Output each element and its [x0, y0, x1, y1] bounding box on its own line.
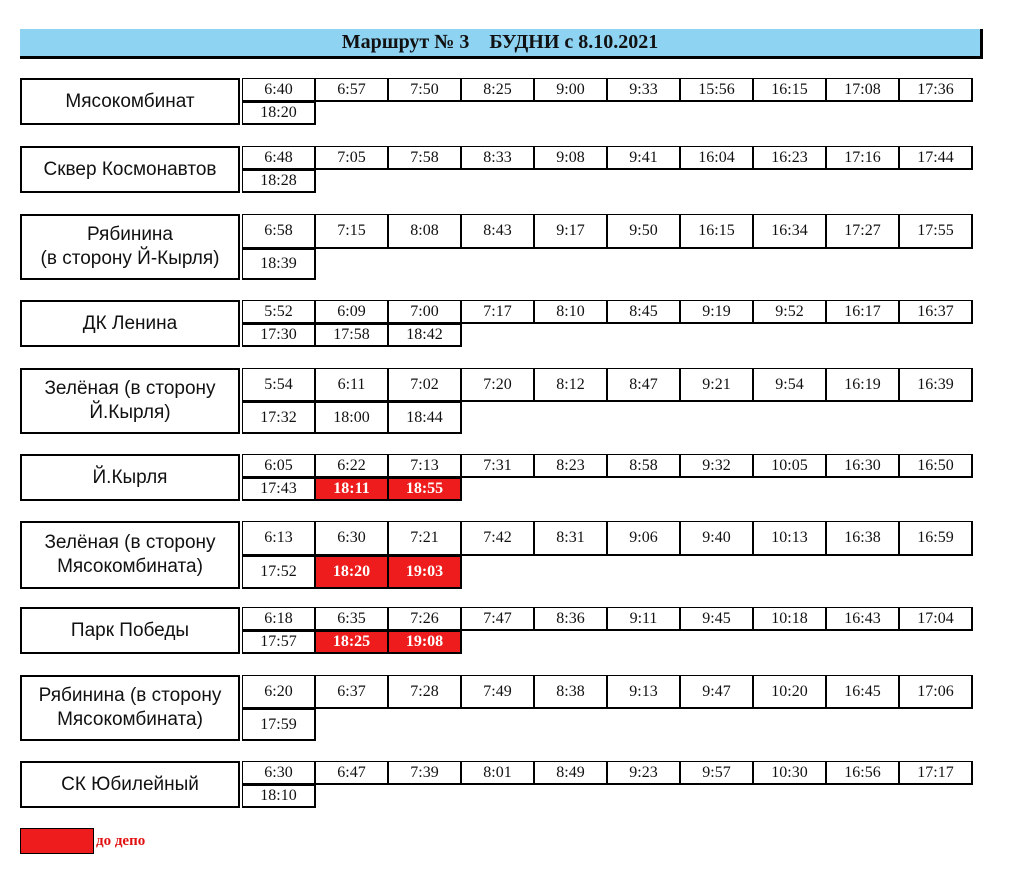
departure-time-cell: 16:15 [753, 78, 827, 102]
depot-departure-time-cell: 18:25 [315, 631, 389, 654]
departure-row-extra [242, 709, 315, 741]
departure-time-cell: 7:58 [388, 146, 462, 170]
departure-time-cell: 16:59 [899, 521, 973, 556]
departure-time-cell: 17:04 [899, 607, 973, 631]
departure-time-cell: 17:06 [899, 675, 973, 709]
departure-time-cell: 10:13 [753, 521, 827, 556]
departure-time-cell: 9:21 [680, 368, 754, 402]
departure-time-cell: 7:15 [315, 214, 389, 249]
departure-time-cell: 7:02 [388, 368, 462, 402]
depot-departure-time-cell: 18:55 [388, 478, 462, 501]
departure-time-cell: 8:31 [534, 521, 608, 556]
departure-time-cell: 17:52 [242, 556, 316, 589]
stop-name: Рябинина (в сторону Й-Кырля) [20, 214, 240, 280]
departure-time-cell: 7:39 [388, 761, 462, 785]
departure-time-cell: 9:13 [607, 675, 681, 709]
departure-time-cell: 6:37 [315, 675, 389, 709]
departure-time-cell: 6:40 [242, 78, 316, 102]
departure-time-cell: 17:27 [826, 214, 900, 249]
departure-time-cell: 7:31 [461, 454, 535, 478]
departure-time-cell: 18:39 [242, 249, 316, 280]
departure-time-cell: 10:20 [753, 675, 827, 709]
departure-time-cell: 6:35 [315, 607, 389, 631]
departure-time-cell: 16:38 [826, 521, 900, 556]
departure-time-cell: 6:48 [242, 146, 316, 170]
departure-time-cell: 16:34 [753, 214, 827, 249]
departure-row-extra [242, 631, 461, 654]
depot-departure-time-cell: 18:20 [315, 556, 389, 589]
departure-time-cell: 8:23 [534, 454, 608, 478]
departure-time-cell: 7:17 [461, 300, 535, 324]
departure-row-main [242, 675, 972, 709]
departure-time-cell: 9:54 [753, 368, 827, 402]
departure-time-cell: 6:57 [315, 78, 389, 102]
departure-row-main [242, 300, 972, 324]
departure-time-cell: 17:58 [315, 324, 389, 347]
departure-row-main [242, 454, 972, 478]
departure-time-cell: 16:39 [899, 368, 973, 402]
departure-time-cell: 9:47 [680, 675, 754, 709]
departure-time-cell: 16:17 [826, 300, 900, 324]
departure-time-cell: 9:52 [753, 300, 827, 324]
departure-time-cell: 7:13 [388, 454, 462, 478]
departure-time-cell: 9:19 [680, 300, 754, 324]
departure-time-cell: 8:33 [461, 146, 535, 170]
departure-time-cell: 8:01 [461, 761, 535, 785]
departure-time-cell: 6:47 [315, 761, 389, 785]
departure-time-cell: 7:28 [388, 675, 462, 709]
stop-name: Зелёная (в сторону Мясокомбината) [20, 521, 240, 589]
departure-time-cell: 6:30 [315, 521, 389, 556]
departure-time-cell: 9:33 [607, 78, 681, 102]
departure-time-cell: 18:10 [242, 785, 316, 808]
stop-name: Зелёная (в сторону Й.Кырля) [20, 368, 240, 434]
departure-row-extra [242, 324, 461, 347]
departure-time-cell: 6:18 [242, 607, 316, 631]
departure-time-cell: 8:08 [388, 214, 462, 249]
departure-time-cell: 6:58 [242, 214, 316, 249]
stop-name: Сквер Космонавтов [20, 146, 240, 193]
route-number: Маршрут № 3 [341, 31, 470, 53]
departure-time-cell: 8:12 [534, 368, 608, 402]
departure-time-cell: 8:49 [534, 761, 608, 785]
stop-name: СК Юбилейный [20, 761, 240, 808]
legend-label: до депо [96, 833, 146, 849]
departure-time-cell: 17:30 [242, 324, 316, 347]
departure-row-main [242, 368, 972, 402]
departure-time-cell: 9:00 [534, 78, 608, 102]
departure-time-cell: 16:04 [680, 146, 754, 170]
stop-name: Парк Победы [20, 607, 240, 654]
departure-time-cell: 6:13 [242, 521, 316, 556]
departure-row-extra [242, 170, 315, 193]
departure-row-extra [242, 102, 315, 125]
departure-row-extra [242, 785, 315, 808]
departure-time-cell: 18:20 [242, 102, 316, 125]
departure-time-cell: 8:43 [461, 214, 535, 249]
departure-time-cell: 17:43 [242, 478, 316, 501]
departure-time-cell: 7:00 [388, 300, 462, 324]
departure-time-cell: 16:19 [826, 368, 900, 402]
departure-time-cell: 7:47 [461, 607, 535, 631]
departure-time-cell: 6:22 [315, 454, 389, 478]
title-spacer [469, 31, 489, 54]
departure-time-cell: 10:18 [753, 607, 827, 631]
departure-time-cell: 8:25 [461, 78, 535, 102]
departure-time-cell: 7:49 [461, 675, 535, 709]
stop-name: Рябинина (в сторону Мясокомбината) [20, 675, 240, 741]
departure-row-main [242, 214, 972, 249]
departure-time-cell: 8:58 [607, 454, 681, 478]
departure-time-cell: 17:55 [899, 214, 973, 249]
departure-time-cell: 16:45 [826, 675, 900, 709]
departure-row-main [242, 607, 972, 631]
depot-departure-time-cell: 19:08 [388, 631, 462, 654]
departure-time-cell: 8:38 [534, 675, 608, 709]
departure-time-cell: 18:28 [242, 170, 316, 193]
departure-time-cell: 17:44 [899, 146, 973, 170]
departure-row-main [242, 761, 972, 785]
departure-time-cell: 7:26 [388, 607, 462, 631]
departure-row-extra [242, 478, 461, 501]
departure-time-cell: 9:57 [680, 761, 754, 785]
departure-time-cell: 16:37 [899, 300, 973, 324]
departure-time-cell: 5:54 [242, 368, 316, 402]
departure-row-extra [242, 556, 461, 589]
legend-swatch [20, 828, 94, 854]
departure-time-cell: 16:56 [826, 761, 900, 785]
departure-time-cell: 17:57 [242, 631, 316, 654]
departure-time-cell: 9:45 [680, 607, 754, 631]
departure-time-cell: 8:10 [534, 300, 608, 324]
departure-time-cell: 9:11 [607, 607, 681, 631]
departure-time-cell: 18:44 [388, 402, 462, 434]
departure-row-main [242, 521, 972, 556]
departure-time-cell: 9:40 [680, 521, 754, 556]
departure-time-cell: 10:30 [753, 761, 827, 785]
schedule-days: БУДНИ с 8.10.2021 [489, 31, 659, 53]
departure-time-cell: 16:43 [826, 607, 900, 631]
departure-time-cell: 16:50 [899, 454, 973, 478]
departure-time-cell: 6:20 [242, 675, 316, 709]
departure-time-cell: 6:11 [315, 368, 389, 402]
departure-time-cell: 7:42 [461, 521, 535, 556]
depot-departure-time-cell: 19:03 [388, 556, 462, 589]
departure-time-cell: 10:05 [753, 454, 827, 478]
departure-time-cell: 6:05 [242, 454, 316, 478]
departure-time-cell: 9:41 [607, 146, 681, 170]
departure-time-cell: 9:06 [607, 521, 681, 556]
departure-time-cell: 7:05 [315, 146, 389, 170]
stop-name: ДК Ленина [20, 300, 240, 347]
depot-departure-time-cell: 18:11 [315, 478, 389, 501]
departure-time-cell: 17:32 [242, 402, 316, 434]
departure-row-main [242, 146, 972, 170]
departure-time-cell: 7:50 [388, 78, 462, 102]
departure-time-cell: 18:42 [388, 324, 462, 347]
departure-time-cell: 8:36 [534, 607, 608, 631]
departure-time-cell: 17:36 [899, 78, 973, 102]
departure-time-cell: 18:00 [315, 402, 389, 434]
departure-time-cell: 17:08 [826, 78, 900, 102]
departure-row-extra [242, 249, 315, 280]
departure-row-extra [242, 402, 461, 434]
departure-time-cell: 16:30 [826, 454, 900, 478]
departure-time-cell: 7:21 [388, 521, 462, 556]
departure-row-main [242, 78, 972, 102]
departure-time-cell: 7:20 [461, 368, 535, 402]
departure-time-cell: 8:45 [607, 300, 681, 324]
departure-time-cell: 16:15 [680, 214, 754, 249]
departure-time-cell: 9:17 [534, 214, 608, 249]
departure-time-cell: 16:23 [753, 146, 827, 170]
departure-time-cell: 17:17 [899, 761, 973, 785]
departure-time-cell: 9:08 [534, 146, 608, 170]
departure-time-cell: 9:50 [607, 214, 681, 249]
departure-time-cell: 9:23 [607, 761, 681, 785]
departure-time-cell: 17:16 [826, 146, 900, 170]
departure-time-cell: 6:30 [242, 761, 316, 785]
departure-time-cell: 8:47 [607, 368, 681, 402]
stop-name: Мясокомбинат [20, 78, 240, 125]
schedule-title [20, 29, 983, 59]
departure-time-cell: 17:59 [242, 709, 316, 741]
departure-time-cell: 9:32 [680, 454, 754, 478]
departure-time-cell: 5:52 [242, 300, 316, 324]
departure-time-cell: 6:09 [315, 300, 389, 324]
stop-name: Й.Кырля [20, 454, 240, 501]
departure-time-cell: 15:56 [680, 78, 754, 102]
